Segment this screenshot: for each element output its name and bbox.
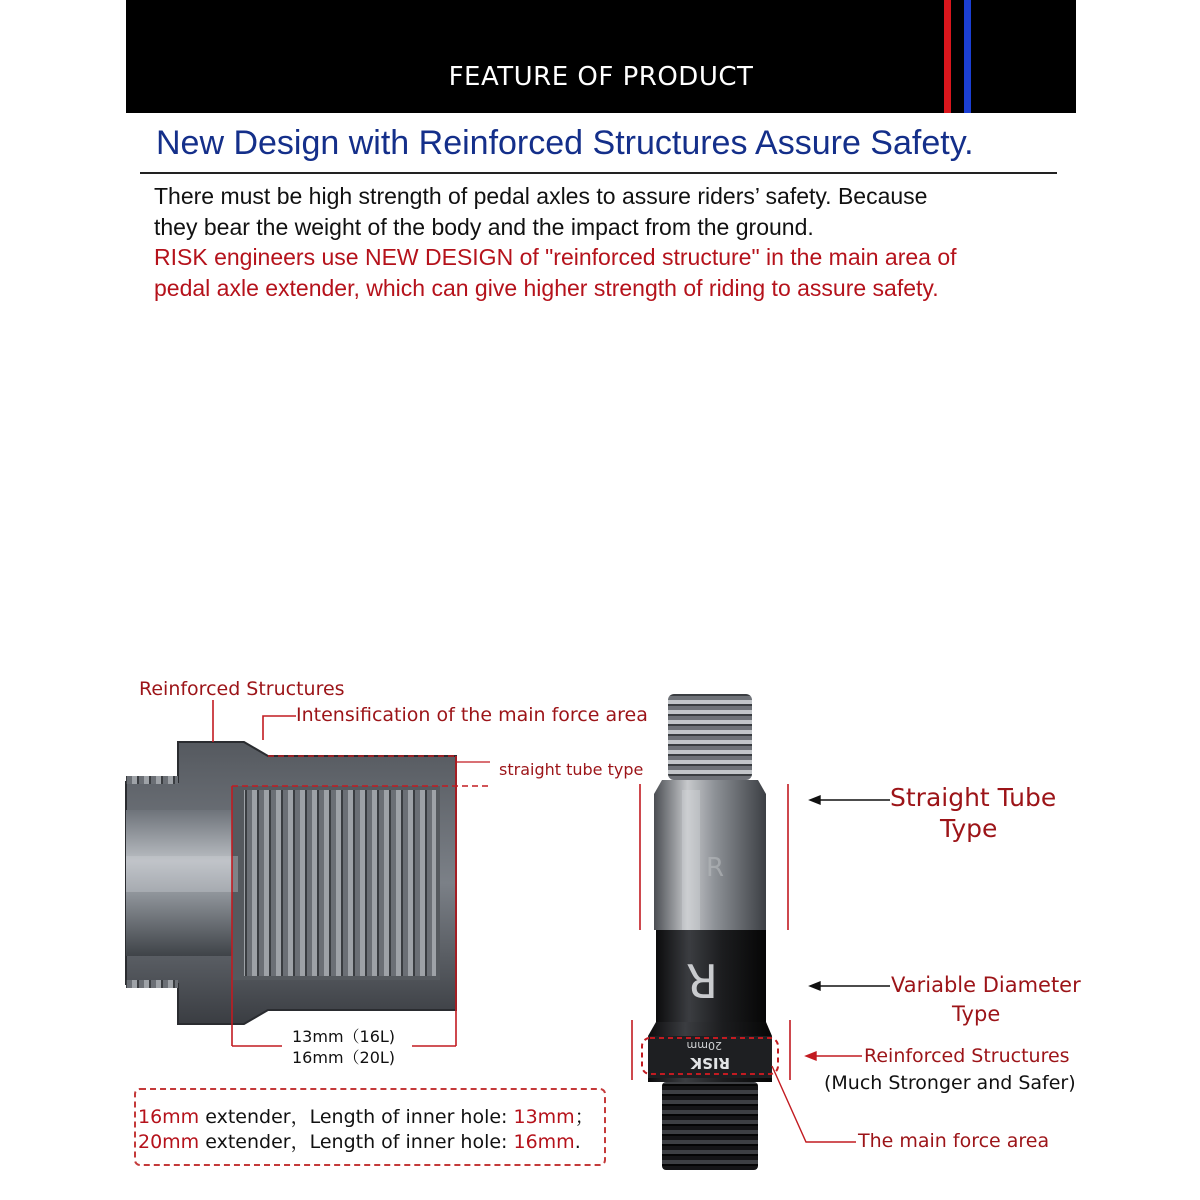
label-variable-diameter-line1: Variable Diameter [891, 973, 1081, 997]
product-letter-silver: R [706, 853, 725, 883]
note-line-20mm: 20mm extender，Length of inner hole: 16mm. [138, 1131, 581, 1153]
note-line-16mm: 16mm extender，Length of inner hole: 13mm； [138, 1106, 594, 1128]
label-straight-tube-small: straight tube type [499, 760, 644, 779]
dimension-13mm: 13mm（16L) [292, 1027, 396, 1046]
extender-product [648, 694, 772, 1170]
label-straight-tube-line2: Type [940, 814, 998, 843]
intro-line-1: There must be high strength of pedal axles to assure riders’ safety. Because [154, 183, 928, 209]
product-brand-mark: RISK [690, 1054, 730, 1072]
label-variable-diameter-line2: Type [952, 1002, 1001, 1026]
headline: New Design with Reinforced Structures Assure Safety. [156, 124, 974, 162]
banner-title: FEATURE OF PRODUCT [448, 62, 754, 92]
label-main-force-area: The main force area [858, 1130, 1050, 1152]
label-intensification: Intensification of the main force area [296, 704, 648, 726]
dimension-labels [292, 1026, 395, 1068]
product-size-mark: 20mm [686, 1039, 722, 1052]
label-reinforced-stronger: Reinforced Structures [864, 1045, 1070, 1067]
product-letter-black: R [686, 953, 718, 1007]
dimension-16mm: 16mm（20L) [292, 1048, 396, 1067]
label-straight-tube-line1: Straight Tube [890, 783, 1057, 812]
intro-line-2: they bear the weight of the body and the impact from the ground. [154, 213, 814, 240]
design-line-1: RISK engineers use NEW DESIGN of "reinforced structure" in the main area of [154, 244, 957, 270]
label-much-stronger: (Much Stronger and Safer) [824, 1072, 1076, 1094]
design-line-2: pedal axle extender, which can give higher strength of riding to assure safety. [154, 274, 939, 301]
label-reinforced-structures: Reinforced Structures [139, 678, 345, 700]
inner-thread [244, 790, 436, 976]
